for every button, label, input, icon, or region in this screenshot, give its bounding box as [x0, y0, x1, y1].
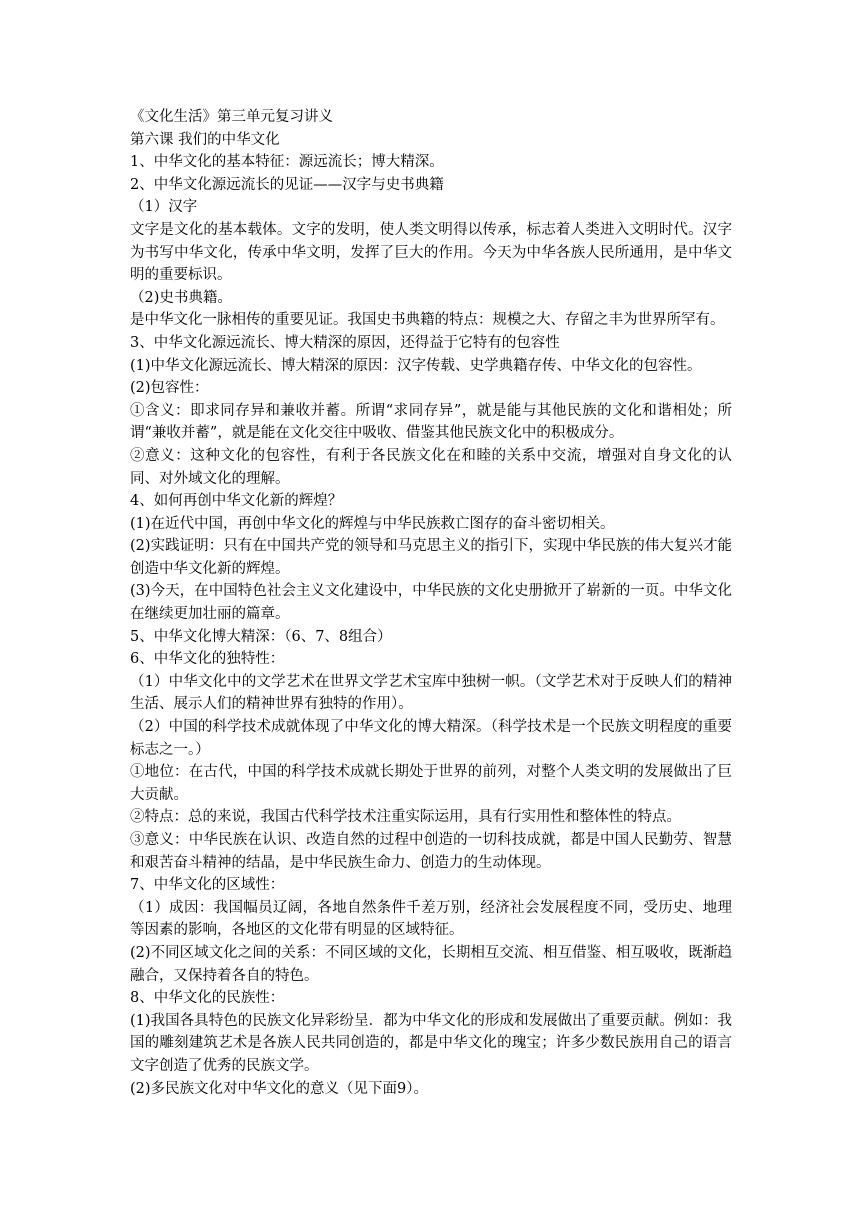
section-heading: 5、中华文化博大精深：（6、7、8组合）: [130, 628, 392, 645]
paragraph: 文字是文化的基本载体。文字的发明，使人类文明得以传承，标志着人类进入文明时代。汉字为书写中华文化，传承中华文明，发挥了巨大的作用。今天为中华各族人民所通用，是中华文明的重要标识。: [130, 221, 732, 284]
paragraph: (1)中华文化源远流长、博大精深的原因：汉字传载、史学典籍存传、中华文化的包容性。: [130, 357, 702, 374]
lesson-heading: 第六课 我们的中华文化: [130, 131, 280, 148]
subsection-heading: （2)史书典籍。: [130, 289, 232, 306]
subsection-heading: (2)包容性：: [130, 380, 209, 397]
section-heading: 4、如何再创中华文化新的辉煌？: [130, 493, 343, 510]
paragraph: （1）成因：我国幅员辽阔，各地自然条件千差万别，经济社会发展程度不同，受历史、地理等因素的影响，各地区的文化带有明显的区域特征。: [130, 899, 732, 939]
section-heading: 8、中华文化的民族性：: [130, 990, 285, 1007]
paragraph: 1、中华文化的基本特征：源远流长；博大精深。: [130, 154, 444, 171]
paragraph: （2）中国的科学技术成就体现了中华文化的博大精深。（科学技术是一个民族文明程度的重要标志之一。）: [130, 719, 732, 758]
paragraph: (3)今天，在中国特色社会主义文化建设中，中华民族的文化史册掀开了崭新的一页。中华文化在继续更加壮丽的篇章。: [130, 583, 732, 623]
document-page: [130, 106, 732, 1100]
section-heading: 3、中华文化源远流长、博大精深的原因，还得益于它特有的包容性: [130, 334, 560, 351]
paragraph: ①含义：即求同存异和兼收并蓄。所谓“求同存异”，就是能与其他民族的文化和谐相处；所谓“兼收并蓄”，就是能在文化交往中吸收、借鉴其他民族文化中的积极成分。: [130, 402, 732, 442]
paragraph: ③意义：中华民族在认识、改造自然的过程中创造的一切科技成就，都是中国人民勤劳、智慧和艰苦奋斗精神的结晶，是中华民族生命力、创造力的生动体现。: [130, 832, 732, 871]
paragraph: ①地位：在古代，中国的科学技术成就长期处于世界的前列，对整个人类文明的发展做出了巨大贡献。: [130, 764, 732, 803]
section-heading: 6、中华文化的独特性：: [130, 651, 285, 668]
paragraph: (2)不同区域文化之间的关系：不同区域的文化，长期相互交流、相互借鉴、相互吸收，既渐趋融合，又保持着各自的特色。: [130, 944, 732, 984]
paragraph: (2)多民族文化对中华文化的意义（见下面9）。: [130, 1080, 429, 1097]
paragraph: ②特点：总的来说，我国古代科学技术注重实际运用，具有行实用性和整体性的特点。: [130, 809, 681, 826]
paragraph: 是中华文化一脉相传的重要见证。我国史书典籍的特点：规模之大、存留之丰为世界所罕有。: [130, 312, 725, 329]
paragraph: （1）中华文化中的文学艺术在世界文学艺术宝库中独树一帜。（文学艺术对于反映人们的精神生活、展示人们的精神世界有独特的作用）。: [130, 673, 732, 713]
paragraph: (1)我国各具特色的民族文化异彩纷呈．都为中华文化的形成和发展做出了重要贡献。例如：我国的雕刻建筑艺术是各族人民共同创造的，都是中华文化的瑰宝；许多少数民族用自己的语言文字创造了优秀的民族文学。: [130, 1012, 732, 1074]
section-heading: 7、中华文化的区域性：: [130, 877, 285, 894]
paragraph: (1)在近代中国，再创中华文化的辉煌与中华民族救亡图存的奋斗密切相关。: [130, 515, 615, 532]
paragraph: (2)实践证明：只有在中国共产党的领导和马克思主义的指引下，实现中华民族的伟大复兴才能创造中华文化新的辉煌。: [130, 538, 732, 577]
paragraph: ②意义：这种文化的包容性，有利于各民族文化在和睦的关系中交流，增强对自身文化的认同、对外域文化的理解。: [130, 447, 732, 487]
document-title: 《文化生活》第三单元复习讲义: [130, 109, 333, 125]
subsection-heading: （1）汉字: [130, 199, 198, 216]
section-heading: 2、中华文化源远流长的见证——汉字与史书典籍: [130, 176, 444, 193]
